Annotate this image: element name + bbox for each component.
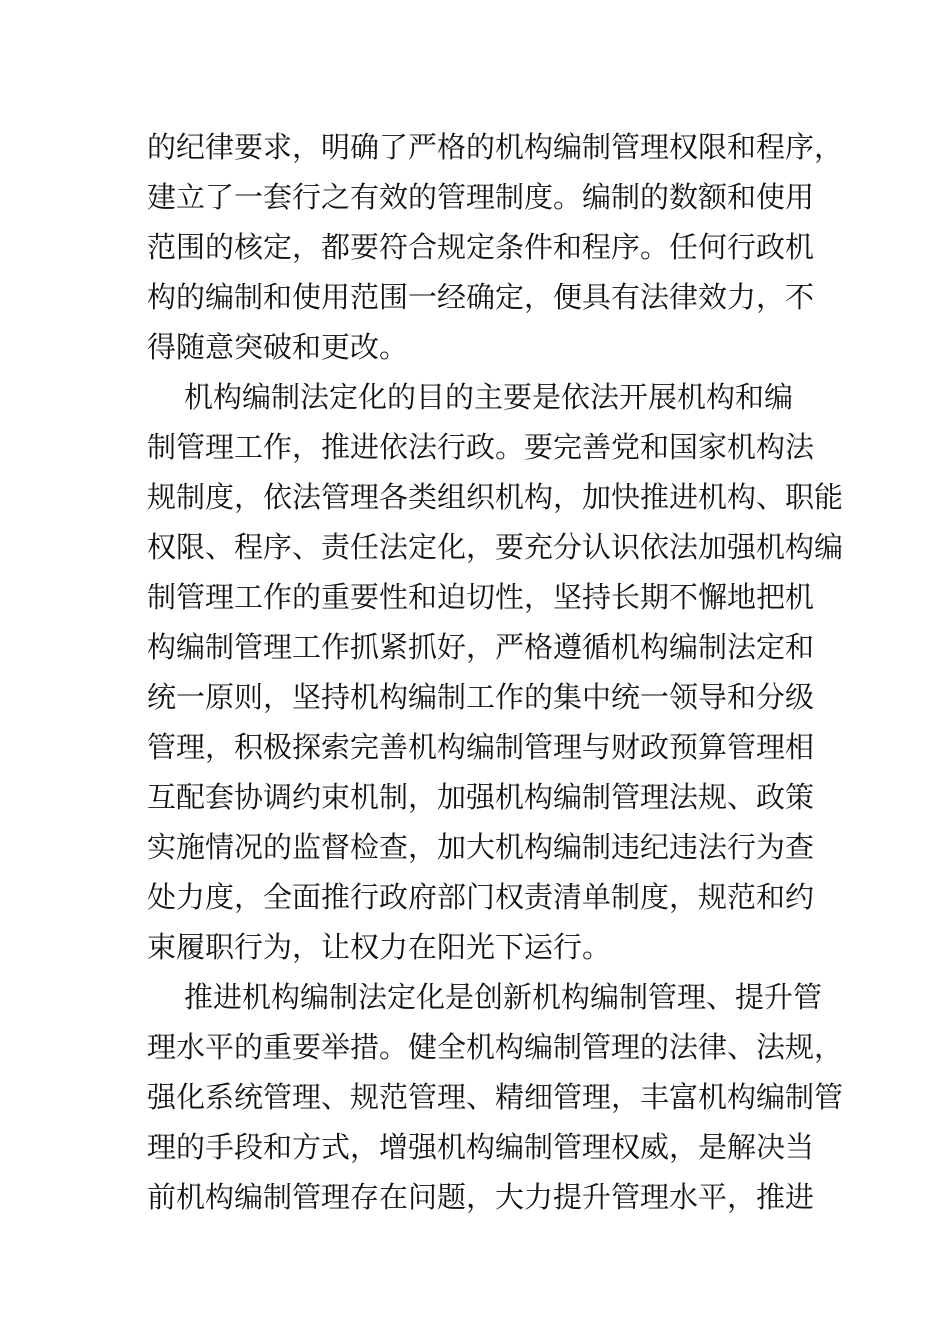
text-line: 得随意突破和更改。 <box>147 330 409 364</box>
text-line: 互配套协调约束机制，加强机构编制管理法规、政策 <box>147 780 815 814</box>
text-line: 实施情况的监督检查，加大机构编制违纪违法行为查 <box>147 830 815 864</box>
text-line: 制管理工作，推进依法行政。要完善党和国家机构法 <box>147 430 815 464</box>
text-line: 的纪律要求，明确了严格的机构编制管理权限和程序， <box>147 130 844 164</box>
document-body <box>147 122 844 1222</box>
text-line: 统一原则，坚持机构编制工作的集中统一领导和分级 <box>147 680 815 714</box>
text-line: 管理，积极探索完善机构编制管理与财政预算管理相 <box>147 730 815 764</box>
text-line: 束履职行为，让权力在阳光下运行。 <box>147 930 612 964</box>
text-line: 建立了一套行之有效的管理制度。编制的数额和使用 <box>147 180 815 214</box>
text-line: 构编制管理工作抓紧抓好，严格遵循机构编制法定和 <box>147 630 815 664</box>
text-line: 制管理工作的重要性和迫切性，坚持长期不懈地把机 <box>147 580 815 614</box>
paragraph-first-line: 机构编制法定化的目的主要是依法开展机构和编 <box>184 380 794 414</box>
paragraph-first-line: 推进机构编制法定化是创新机构编制管理、提升管 <box>184 980 823 1014</box>
text-line: 理水平的重要举措。健全机构编制管理的法律、法规， <box>147 1030 844 1064</box>
text-line: 范围的核定，都要符合规定条件和程序。任何行政机 <box>147 230 815 264</box>
text-line: 权限、程序、责任法定化，要充分认识依法加强机构编 <box>147 530 844 564</box>
text-line: 强化系统管理、规范管理、精细管理，丰富机构编制管 <box>147 1080 844 1114</box>
text-line: 理的手段和方式，增强机构编制管理权威，是解决当 <box>147 1130 815 1164</box>
text-line: 处力度，全面推行政府部门权责清单制度，规范和约 <box>147 880 815 914</box>
text-line: 前机构编制管理存在问题，大力提升管理水平，推进 <box>147 1180 815 1214</box>
text-line: 构的编制和使用范围一经确定，便具有法律效力，不 <box>147 280 815 314</box>
text-line: 规制度，依法管理各类组织机构，加快推进机构、职能 <box>147 480 844 514</box>
